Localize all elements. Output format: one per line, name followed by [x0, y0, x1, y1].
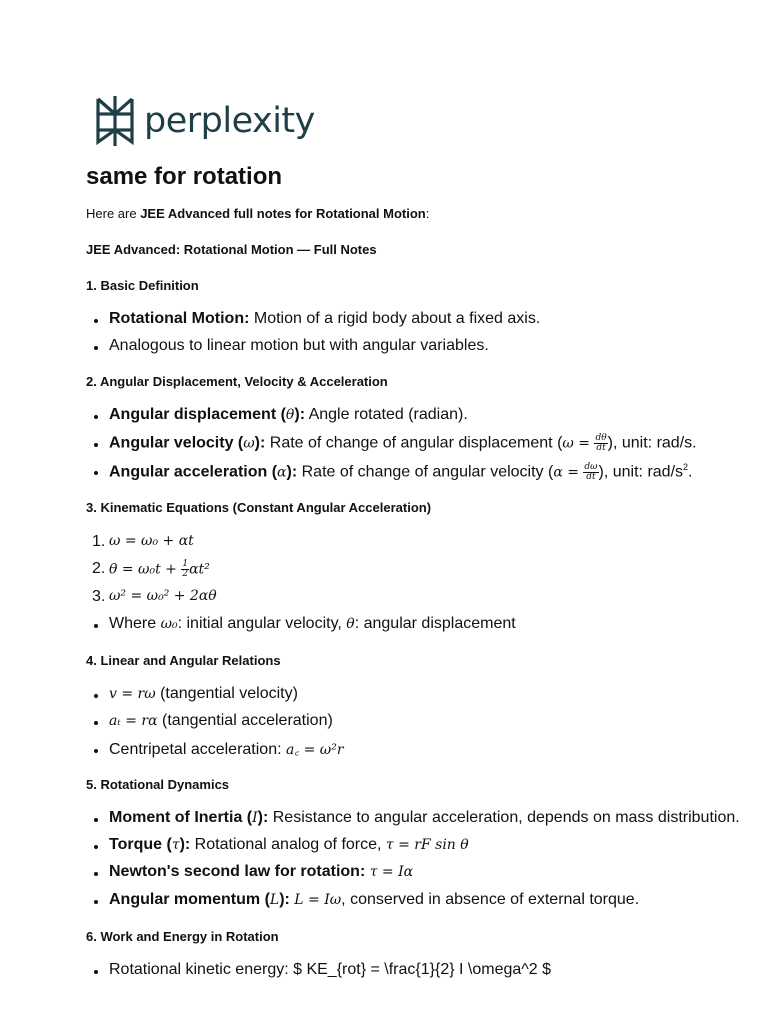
frac-numerator: dω	[584, 461, 598, 472]
list-item	[86, 740, 726, 760]
item-number: 2.	[92, 560, 106, 577]
numbered-item	[86, 588, 726, 608]
item-bold: Angular displacement (	[109, 406, 286, 423]
list-item	[86, 685, 726, 705]
list-item	[86, 406, 726, 426]
math-equation: aₜ = rα	[109, 713, 158, 729]
item-bold: ):	[286, 463, 298, 481]
bullet	[94, 818, 98, 822]
section-heading-4: 4. Linear and Angular Relations	[86, 653, 281, 668]
math-equation: θ = ω₀t +	[109, 561, 177, 578]
frac-numerator: 1	[182, 559, 189, 569]
item-text: Centripetal acceleration:	[109, 741, 286, 758]
frac-denominator: 2	[182, 569, 189, 579]
math-equation: v = rω	[109, 686, 156, 702]
unit-superscript: 2	[683, 462, 689, 472]
math-symbol: I	[252, 810, 258, 826]
math-fraction	[181, 560, 189, 579]
page-title: same for rotation	[86, 163, 283, 190]
bullet	[94, 845, 98, 849]
list-item	[86, 863, 726, 883]
numbered-item	[86, 560, 726, 580]
math-equation: τ = Iα	[369, 864, 414, 880]
frac-denominator: dt	[596, 443, 606, 453]
item-text: : angular displacement	[354, 615, 516, 632]
item-number: 1.	[92, 533, 106, 550]
list-item	[86, 712, 726, 732]
math-equation: a꜀ = ω²r	[285, 742, 344, 758]
math-symbol: α	[277, 464, 287, 481]
item-bold: ):	[294, 406, 306, 423]
item-bold: Angular momentum (	[109, 891, 270, 908]
math-symbol: τ	[171, 837, 180, 853]
brand-logo	[94, 94, 315, 148]
math-symbol: ω₀	[160, 616, 178, 632]
math-equation: ω =	[562, 435, 591, 452]
math-symbol: θ	[285, 407, 295, 423]
list-item	[86, 462, 726, 482]
item-text: Rate of change of angular displacement (	[265, 434, 563, 452]
intro-bold: JEE Advanced full notes for Rotational Motion	[140, 206, 426, 221]
bullet	[94, 415, 98, 419]
item-bold: ):	[179, 836, 191, 853]
bullet	[94, 624, 98, 628]
item-bold: Newton's second law for rotation:	[109, 863, 366, 880]
item-text: Rotational analog of force,	[190, 836, 386, 853]
bullet	[94, 471, 98, 475]
item-text: (tangential acceleration)	[157, 712, 333, 729]
math-equation: L = Iω	[294, 892, 342, 908]
frac-denominator: dt	[586, 471, 596, 482]
item-bold: Angular acceleration (	[109, 463, 278, 481]
item-text: : initial angular velocity,	[177, 615, 347, 632]
item-text: Angle rotated (radian).	[305, 406, 468, 423]
item-text: Rotational kinetic energy: $ KE_{rot} = \frac{1}{2} I \omega^2 $	[109, 961, 552, 978]
item-text: Rate of change of angular velocity (	[297, 463, 554, 481]
item-text: (tangential velocity)	[155, 685, 298, 702]
math-equation: τ = rF sin θ	[385, 837, 469, 853]
item-bold: ):	[254, 434, 266, 452]
item-tail-end: .	[688, 463, 693, 481]
item-bold: Moment of Inertia (	[109, 809, 253, 826]
bullet	[94, 872, 98, 876]
math-equation: αt²	[189, 561, 210, 578]
list-item	[86, 891, 726, 911]
bullet	[94, 721, 98, 725]
math-equation: ω = ω₀ + αt	[109, 533, 194, 549]
item-text: , conserved in absence of external torque.	[341, 891, 640, 908]
intro-suffix: :	[425, 206, 430, 221]
item-text: Resistance to angular acceleration, depends on mass distribution.	[268, 809, 740, 826]
bullet	[94, 443, 98, 447]
item-text: Where	[109, 615, 161, 632]
intro-prefix: Here are	[86, 206, 141, 221]
math-equation: ω² = ω₀² + 2αθ	[109, 588, 217, 604]
numbered-item	[86, 533, 726, 553]
item-tail: ), unit: rad/s.	[607, 434, 697, 452]
intro-text	[86, 204, 429, 224]
item-number: 3.	[92, 588, 106, 605]
section-heading-6: 6. Work and Energy in Rotation	[86, 929, 279, 944]
bullet	[94, 900, 98, 904]
list-item	[86, 434, 726, 454]
perplexity-logo-icon	[94, 94, 136, 148]
bullet	[94, 319, 98, 323]
item-bold: Rotational Motion:	[109, 310, 250, 327]
list-item	[86, 961, 726, 981]
item-text: Motion of a rigid body about a fixed axis.	[249, 310, 541, 327]
list-item	[86, 310, 726, 330]
math-symbol: ω	[243, 435, 255, 452]
section-heading-1: 1. Basic Definition	[86, 278, 199, 293]
list-item	[86, 337, 726, 357]
section-heading-5: 5. Rotational Dynamics	[86, 777, 230, 792]
math-fraction	[583, 463, 598, 482]
math-fraction	[594, 434, 607, 453]
item-bold: Angular velocity (	[109, 434, 244, 452]
list-item	[86, 836, 726, 856]
item-bold: Torque (	[109, 836, 172, 853]
doc-heading: JEE Advanced: Rotational Motion — Full Notes	[86, 242, 377, 257]
frac-numerator: dθ	[595, 433, 607, 443]
bullet	[94, 749, 98, 753]
bullet	[94, 694, 98, 698]
list-item	[86, 809, 740, 829]
item-bold: ):	[257, 809, 269, 826]
bullet	[94, 970, 98, 974]
item-text: Analogous to linear motion but with angular variables.	[109, 337, 489, 354]
item-bold: ):	[279, 891, 290, 908]
math-equation: α =	[553, 464, 579, 481]
math-symbol: θ	[346, 616, 355, 632]
section-heading-2: 2. Angular Displacement, Velocity & Acceleration	[86, 374, 388, 389]
brand-name: perplexity	[144, 100, 315, 141]
section-heading-3: 3. Kinematic Equations (Constant Angular Acceleration)	[86, 500, 432, 515]
math-symbol: L	[269, 892, 280, 908]
bullet	[94, 346, 98, 350]
list-item	[86, 615, 726, 635]
item-tail: ), unit: rad/s	[598, 463, 684, 481]
